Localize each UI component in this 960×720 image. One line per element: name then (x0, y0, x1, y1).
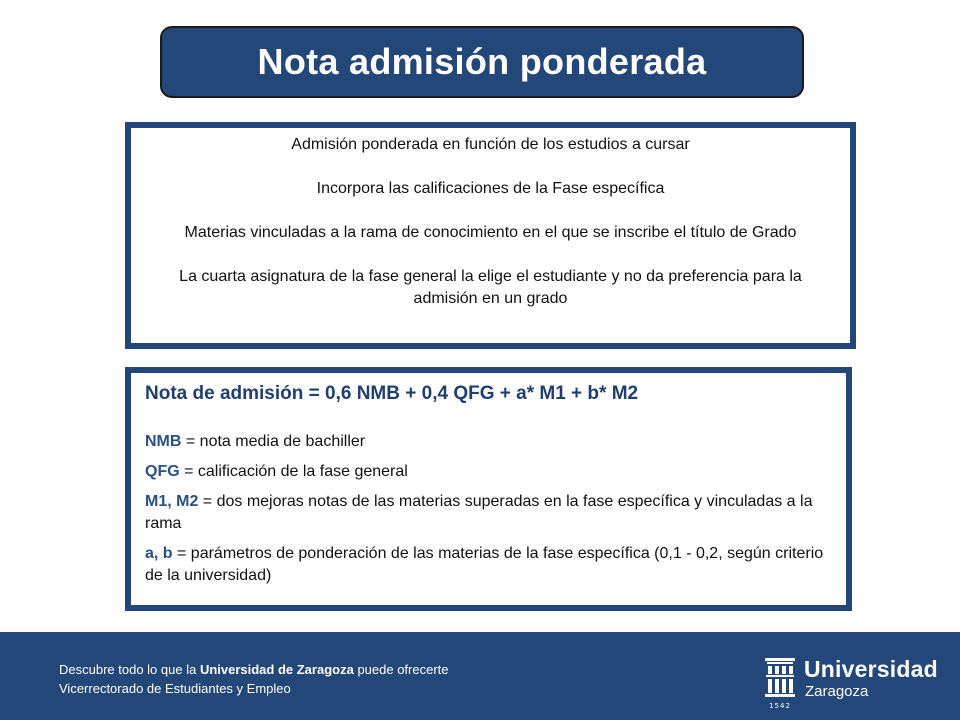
info-box (125, 122, 856, 349)
university-emblem-icon (764, 656, 796, 710)
formula-main: Nota de admisión = 0,6 NMB + 0,4 QFG + a* M1 + b* M2 (145, 383, 639, 404)
logo-word-zaragoza: Zaragoza (805, 683, 869, 700)
title-banner (160, 26, 804, 98)
footer-tagline-suffix: puede ofrecerte (353, 662, 449, 677)
info-line: Admisión ponderada en función de los estudios a cursar (291, 136, 690, 153)
definition-nmb (145, 431, 832, 453)
footer-tagline-prefix: Descubre todo lo que la (59, 662, 200, 677)
info-line: La cuarta asignatura de la fase general la elige el estudiante y no da preferencia para la admisión en un grado (179, 268, 802, 307)
definition-text: = calificación de la fase general (179, 463, 408, 480)
definition-text: = nota media de bachiller (181, 433, 366, 450)
definition-term: QFG (145, 463, 180, 480)
footer-tagline (59, 662, 449, 677)
footer-university-name: Universidad de Zaragoza (199, 662, 354, 677)
logo-year: 1542 (769, 702, 791, 710)
info-line: Incorpora las calificaciones de la Fase específica (316, 180, 665, 197)
definition-a-b (145, 543, 832, 587)
footer (0, 632, 960, 720)
university-logo (764, 654, 938, 714)
definition-qfg (145, 461, 832, 483)
definition-term: a, b (145, 545, 173, 562)
definition-term: M1, M2 (145, 493, 199, 510)
definition-m1-m2 (145, 491, 832, 535)
formula-box (125, 367, 852, 611)
page-title: Nota admisión ponderada (257, 41, 707, 82)
definition-text: = parámetros de ponderación de las materias de la fase específica (0,1 - 0,2, según criterio de la universidad) (145, 545, 824, 584)
definition-term: NMB (145, 433, 182, 450)
logo-word-universidad: Universidad (804, 656, 938, 682)
footer-department: Vicerrectorado de Estudiantes y Empleo (59, 681, 291, 696)
info-line: Materias vinculadas a la rama de conocimiento en el que se inscribe el título de Grado (184, 224, 797, 241)
definition-text: = dos mejoras notas de las materias superadas en la fase específica y vinculadas a la rama (145, 493, 813, 532)
